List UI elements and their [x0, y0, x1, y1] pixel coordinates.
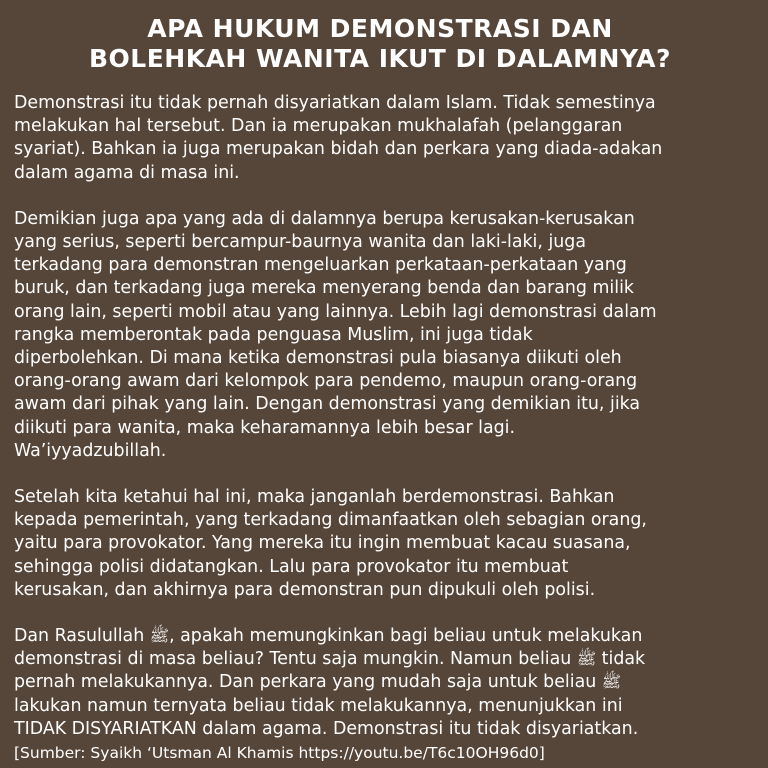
paragraph-line: orang lain, seperti mobil atau yang lainnya. Lebih lagi demonstrasi dalam [14, 301, 657, 322]
paragraph-line: sehingga polisi didatangkan. Lalu para provokator itu membuat [14, 556, 569, 577]
paragraph-line [14, 625, 746, 648]
line-text: demonstrasi di masa beliau? Tentu saja mungkin. Namun beliau [14, 649, 577, 670]
paragraph-line: syariat). Bahkan ia juga merupakan bidah dan perkara yang diada-adakan [14, 139, 663, 160]
paragraph-line: yang serius, seperti bercampur-baurnya wanita dan laki-laki, juga [14, 232, 586, 253]
paragraph-4 [14, 625, 746, 741]
line-text: Dan Rasulullah [14, 626, 150, 647]
paragraph-line: orang-orang awam dari kelompok para pendemo, maupun orang-orang [14, 371, 638, 392]
source-citation: [Sumber: Syaikh ‘Utsman Al Khamis https://youtu.be/T6c10OH96d0] [14, 744, 545, 763]
line-text: pernah melakukannya. Dan perkara yang mudah saja untuk beliau [14, 672, 602, 693]
paragraph-line: terkadang para demonstran mengeluarkan perkataan-perkataan yang [14, 255, 627, 276]
paragraph-line: diperbolehkan. Di mana ketika demonstrasi pula biasanya diikuti oleh [14, 348, 622, 369]
paragraph-line: Demikian juga apa yang ada di dalamnya berupa kerusakan-kerusakan [14, 208, 635, 229]
page-title [14, 14, 746, 74]
paragraph-2 [14, 208, 746, 463]
title-line-1: APA HUKUM DEMONSTRASI DAN [147, 14, 613, 43]
paragraph-line [14, 648, 746, 671]
salawat-glyph-icon: ﷺ [149, 626, 170, 646]
paragraph-line: kepada pemerintah, yang terkadang dimanfaatkan oleh sebagian orang, [14, 510, 647, 531]
paragraph-line: TIDAK DISYARIATKAN dalam agama. Demonstrasi itu tidak disyariatkan. [14, 718, 639, 739]
paragraph-line: Demonstrasi itu tidak pernah disyariatkan dalam Islam. Tidak semestinya [14, 93, 656, 113]
paragraph-line: lakukan namun ternyata beliau tidak melakukannya, menunjukkan ini [14, 695, 623, 716]
paragraph-line: yaitu para provokator. Yang mereka itu ingin membuat kacau suasana, [14, 533, 631, 554]
line-text: tidak [596, 649, 646, 670]
paragraph-line [14, 671, 746, 694]
paragraph-line: Setelah kita ketahui hal ini, maka janganlah berdemonstrasi. Bahkan [14, 487, 615, 508]
paragraph-line: buruk, dan terkadang juga mereka menyerang benda dan barang milik [14, 278, 634, 299]
paragraph-line: diikuti para wanita, maka keharamannya lebih besar lagi. [14, 417, 516, 438]
paragraph-line: Wa’iyyadzubillah. [14, 440, 167, 461]
paragraph-line: kerusakan, dan akhirnya para demonstran pun dipukuli oleh polisi. [14, 579, 596, 600]
paragraph-line: awam dari pihak yang lain. Dengan demonstrasi yang demikian itu, jika [14, 394, 641, 415]
article-body [14, 92, 746, 764]
salawat-glyph-icon: ﷺ [576, 649, 597, 669]
paragraph-line: dalam agama di masa ini. [14, 162, 240, 183]
paragraph-3 [14, 486, 746, 602]
paragraph-line: rangka memberontak pada penguasa Muslim, ini juga tidak [14, 324, 533, 345]
title-line-2: BOLEHKAH WANITA IKUT DI DALAMNYA? [88, 44, 672, 73]
paragraph-line: melakukan hal tersebut. Dan ia merupakan mukhalafah (pelanggaran [14, 116, 623, 137]
paragraph-1 [14, 92, 746, 185]
salawat-glyph-icon: ﷺ [601, 672, 622, 692]
line-text: , apakah memungkinkan bagi beliau untuk melakukan [169, 626, 643, 647]
